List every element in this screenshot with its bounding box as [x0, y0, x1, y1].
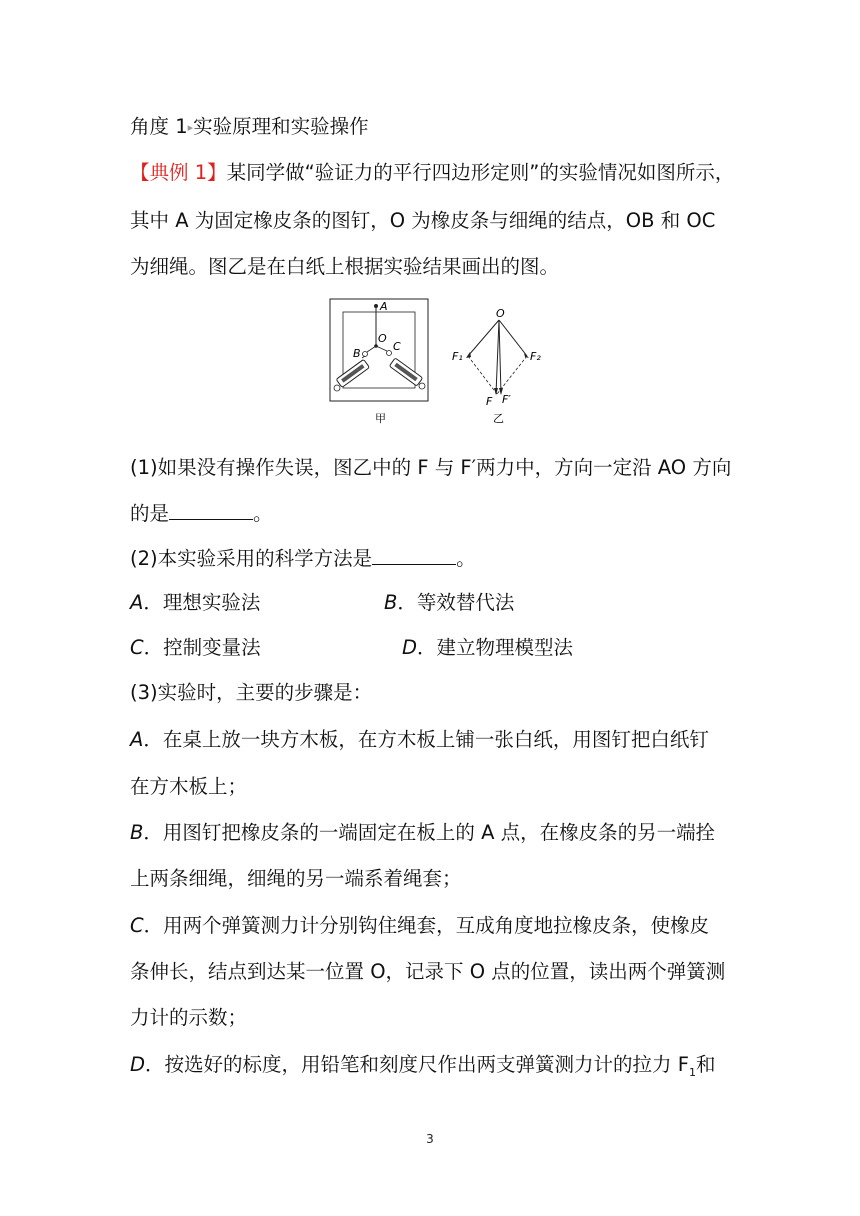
label-f1: F₁ [452, 350, 463, 363]
option-b[interactable]: B．等效替代法 [384, 591, 515, 614]
vector-f-prime [499, 320, 501, 394]
q1-line-1: (1)如果没有操作失误，图乙中的 F 与 F′两力中，方向一定沿 AO 方向 [130, 456, 732, 479]
example-tag: 【典例 1】 [130, 161, 227, 184]
caption-jia: 甲 [375, 412, 386, 425]
step-c-line-3: 力计的示数； [130, 1006, 248, 1029]
spring-scale-right [389, 358, 422, 386]
step-a-line-1: A．在桌上放一块方木板，在方木板上铺一张白纸，用图钉把白纸钉 [130, 728, 709, 751]
label-o: O [378, 332, 387, 345]
label-b: B [353, 347, 361, 360]
q2-line: (2)本实验采用的科学方法是 。 [130, 547, 476, 570]
section-heading [130, 117, 369, 137]
label-f-prime: F′ [502, 393, 511, 406]
step-c-line-2: 条伸长，结点到达某一位置 O，记录下 O 点的位置，读出两个弹簧测 [130, 960, 726, 983]
options-row-1 [130, 593, 730, 613]
spring-scale-left [336, 359, 369, 387]
step-b-line-1: B．用图钉把橡皮条的一端固定在板上的 A 点，在橡皮条的另一端拴 [130, 821, 716, 844]
figure-yi [452, 307, 541, 425]
step-a-line-2: 在方木板上； [130, 775, 248, 798]
option-d[interactable]: D．建立物理模型法 [402, 636, 574, 659]
example-line-2: 其中 A 为固定橡皮条的图钉，O 为橡皮条与细绳的结点，OB 和 OC [130, 209, 716, 232]
step-c-line-1: C．用两个弹簧测力计分别钩住绳套，互成角度地拉橡皮条，使橡皮 [130, 914, 710, 937]
q3-intro: (3)实验时，主要的步骤是： [130, 681, 373, 704]
option-c[interactable]: C．控制变量法 [130, 636, 261, 659]
label-f: F [486, 395, 493, 408]
vector-f [496, 320, 499, 394]
dashed-line-left [468, 356, 497, 394]
example-line-3: 为细绳。图乙是在白纸上根据实验结果画出的图。 [130, 255, 560, 278]
pin-a [374, 304, 378, 308]
example-line-1: 【典例 1】某同学做“验证力的平行四边形定则”的实验情况如图所示， [130, 161, 735, 184]
page-number: 3 [426, 1132, 434, 1146]
answer-blank-1[interactable] [169, 505, 253, 520]
option-a[interactable]: A．理想实验法 [130, 591, 261, 614]
label-o-diagram: O [496, 307, 505, 320]
experiment-figure [326, 296, 556, 428]
heading-marker-icon: ▸ [187, 121, 194, 134]
vector-f2 [499, 320, 527, 356]
label-c: C [393, 340, 401, 353]
heading-title: 实验原理和实验操作 [193, 115, 369, 138]
options-row-2 [130, 638, 730, 658]
step-b-line-2: 上两条细绳，细绳的另一端系着绳套； [130, 867, 462, 890]
label-f2: F₂ [530, 350, 541, 363]
figure-jia [330, 299, 428, 425]
heading-prefix: 角度 1 [130, 115, 188, 138]
step-d-line-1: D．按选好的标度，用铅笔和刻度尺作出两支弹簧测力计的拉力 $F_1$和 [130, 1053, 716, 1079]
answer-blank-2[interactable] [372, 550, 456, 565]
q1-line-2: 的是 。 [130, 502, 273, 525]
label-a: A [380, 300, 388, 313]
vector-f1 [468, 320, 499, 356]
caption-yi: 乙 [493, 412, 504, 425]
